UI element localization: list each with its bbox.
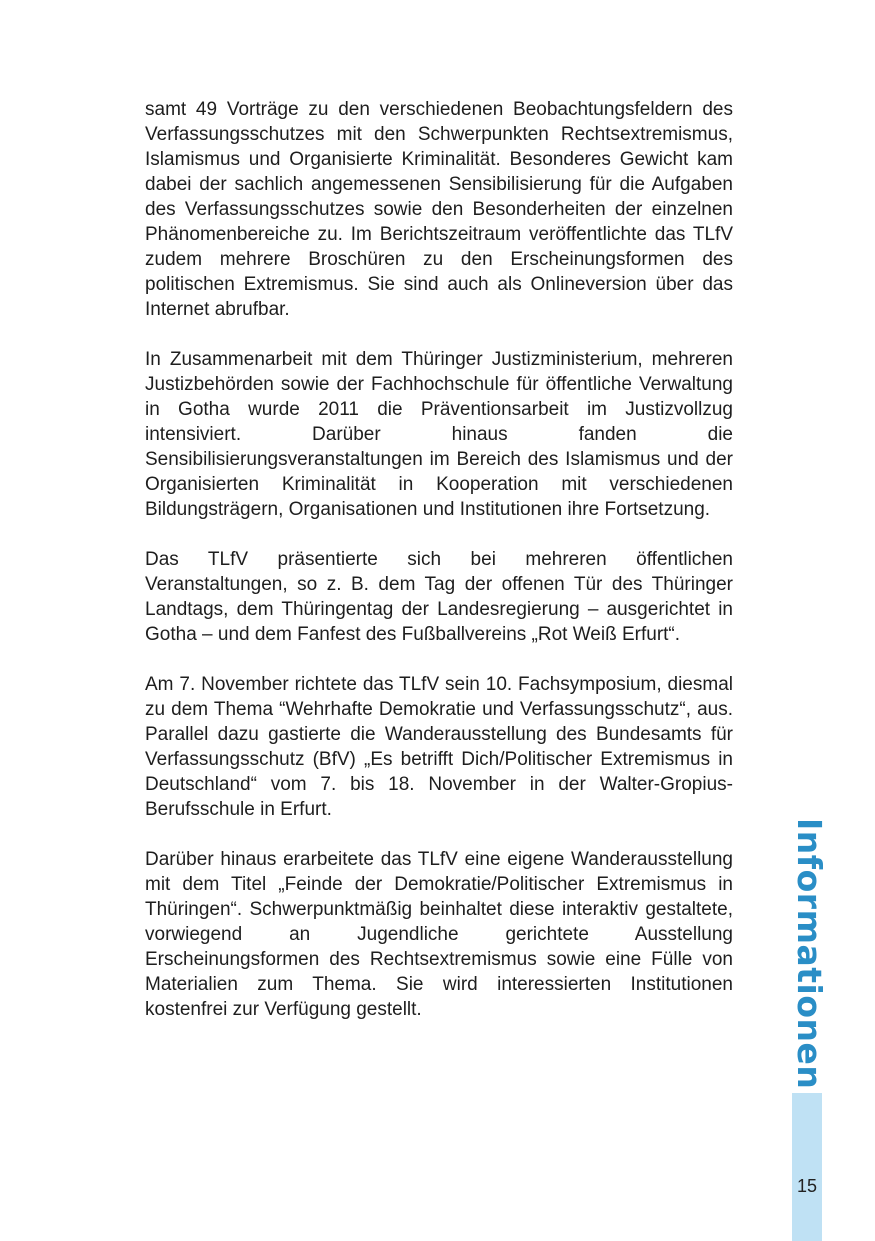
section-title-text: Informationen xyxy=(790,818,829,1090)
paragraph-1: samt 49 Vorträge zu den verschiedenen Beobachtungsfeldern des Verfassungsschutzes mit den Schwerpunkten Rechtsextremismus, Islamismus und Organisierte Kriminalität. Besonderes Gewicht kam dabei der sachlich angemessenen Sensibilisierung für die Aufgaben des Verfassungsschutzes sowie den Besonderheiten der einzelnen Phänomenbereiche zu. Im Berichtszeitraum veröffentlichte das TLfV zudem mehrere Broschüren zu den Erscheinungsformen des politischen Extremismus. Sie sind auch als Onlineversion über das Internet abrufbar. xyxy=(145,99,733,320)
page-number: 15 xyxy=(796,1176,818,1196)
paragraph-3: Das TLfV präsentierte sich bei mehreren öffentlichen Veranstaltungen, so z. B. dem Tag der offenen Tür des Thüringer Landtags, dem Thüringentag der Landesregierung – ausgerichtet in Gotha – und dem Fanfest des Fußballvereins „Rot Weiß Erfurt“. xyxy=(145,549,733,645)
paragraph-4: Am 7. November richtete das TLfV sein 10. Fachsymposium, diesmal zu dem Thema “Wehrhafte Demokratie und Verfassungsschutz“, aus. Parallel dazu gastierte die Wanderausstellung des Bundesamts für Verfassungsschutz (BfV) „Es betrifft Dich/Politischer Extremismus in Deutschland“ vom 7. bis 18. November in der Walter-Gropius-Berufsschule in Erfurt. xyxy=(145,674,733,820)
paragraph-5: Darüber hinaus erarbeitete das TLfV eine eigene Wanderausstellung mit dem Titel „Feinde der Demokratie/Politischer Extremismus in Thüringen“. Schwerpunktmäßig beinhaltet diese interaktiv gestaltete, vorwiegend an Jugendliche gerichtete Ausstellung Erscheinungsformen des Rechtsextremismus sowie eine Fülle von Materialien zum Thema. Sie wird interessierten Institutionen kostenfrei zur Verfügung gestellt. xyxy=(145,849,733,1020)
paragraph-2: In Zusammenarbeit mit dem Thüringer Justizministerium, mehreren Justizbehörden sowie der Fachhochschule für öffentliche Verwaltung in Gotha wurde 2011 die Präventionsarbeit im Justizvollzug intensiviert. Darüber hinaus fanden die Sensibilisierungsveranstaltungen im Bereich des Islamismus und der Organisierten Kriminalität in Kooperation mit verschiedenen Bildungsträgern, Organisationen und Institutionen ihre Fortsetzung. xyxy=(145,349,733,520)
section-title-vertical xyxy=(790,818,830,1090)
page-tab xyxy=(792,1093,822,1241)
body-text xyxy=(145,97,733,1047)
